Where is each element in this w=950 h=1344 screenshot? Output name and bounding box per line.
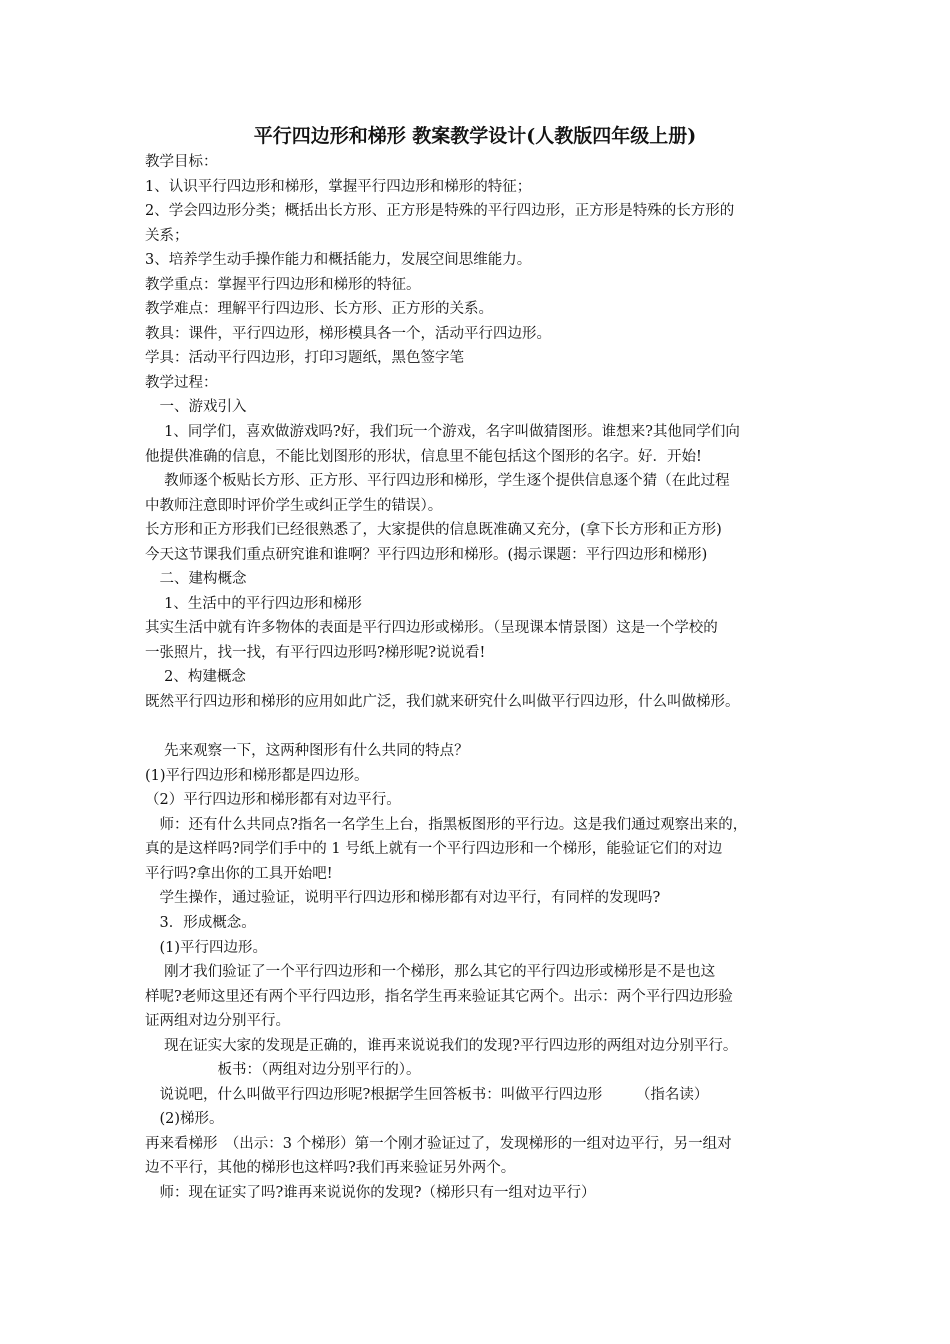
paragraph-line: 长方形和正方形我们已经很熟悉了，大家提供的信息既准确又充分，(拿下长方形和正方形) bbox=[145, 522, 722, 539]
paragraph-line: 2、学会四边形分类；概括出长方形、正方形是特殊的平行四边形，正方形是特殊的长方形的 bbox=[145, 203, 735, 220]
paragraph-line: 3．形成概念。 bbox=[145, 914, 256, 931]
paragraph-line: 中教师注意即时评价学生或纠正学生的错误）。 bbox=[145, 497, 443, 514]
paragraph-line: (2)梯形。 bbox=[145, 1111, 224, 1128]
paragraph-line: 证两组对边分别平行。 bbox=[145, 1013, 290, 1030]
paragraph-line: 2、构建概念 bbox=[145, 669, 246, 686]
paragraph-line: 1、生活中的平行四边形和梯形 bbox=[145, 595, 362, 612]
blank-line bbox=[145, 715, 825, 740]
paragraph-line: 既然平行四边形和梯形的应用如此广泛，我们就来研究什么叫做平行四边形，什么叫做梯形。 bbox=[145, 694, 740, 711]
paragraph-line: 一、游戏引入 bbox=[145, 399, 247, 416]
document-body bbox=[145, 150, 825, 1206]
paragraph-line: 学生操作，通过验证，说明平行四边形和梯形都有对边平行，有同样的发现吗? bbox=[145, 890, 661, 907]
paragraph-line: 再来看梯形 （出示：3 个梯形）第一个刚才验证过了，发现梯形的一组对边平行，另一组对 bbox=[145, 1135, 732, 1152]
paragraph-line: 一张照片，找一找，有平行四边形吗?梯形呢?说说看! bbox=[145, 644, 486, 661]
paragraph-line: 教学目标： bbox=[145, 154, 218, 170]
paragraph-line: 先来观察一下，这两种图形有什么共同的特点？ bbox=[145, 743, 469, 760]
paragraph-line: 其实生活中就有许多物体的表面是平行四边形或梯形。（呈现课本情景图）这是一个学校的 bbox=[145, 620, 718, 637]
paragraph-line: 3、培养学生动手操作能力和概括能力，发展空间思维能力。 bbox=[145, 252, 532, 269]
paragraph-line: 师：现在证实了吗?谁再来说说你的发现?（梯形只有一组对边平行） bbox=[145, 1184, 596, 1201]
paragraph-line: 真的是这样吗?同学们手中的 1 号纸上就有一个平行四边形和一个梯形，能验证它们的对边 bbox=[145, 841, 723, 858]
paragraph-line: （2）平行四边形和梯形都有对边平行。 bbox=[145, 792, 401, 809]
paragraph-line: 1、认识平行四边形和梯形，掌握平行四边形和梯形的特征； bbox=[145, 178, 532, 195]
paragraph-line: 教师逐个板贴长方形、正方形、平行四边形和梯形，学生逐个提供信息逐个猜（在此过程 bbox=[145, 473, 730, 490]
paragraph-line: 说说吧，什么叫做平行四边形呢?根据学生回答板书：叫做平行四边形 （指名读） bbox=[145, 1086, 709, 1103]
paragraph-line: 平行吗?拿出你的工具开始吧! bbox=[145, 865, 333, 882]
paragraph-line: 师：还有什么共同点?指名一名学生上台，指黑板图形的平行边。这是我们通过观察出来的， bbox=[145, 816, 748, 833]
paragraph-line: 教具：课件，平行四边形，梯形模具各一个，活动平行四边形。 bbox=[145, 325, 551, 342]
paragraph-line: 边不平行，其他的梯形也这样吗?我们再来验证另外两个。 bbox=[145, 1160, 516, 1177]
paragraph-line: (1)平行四边形。 bbox=[145, 939, 268, 956]
paragraph-line: (1)平行四边形和梯形都是四边形。 bbox=[145, 767, 369, 784]
document-title: 平行四边形和梯形 教案教学设计(人教版四年级上册) bbox=[253, 125, 697, 147]
paragraph-line: 现在证实大家的发现是正确的，谁再来说说我们的发现?平行四边形的两组对边分别平行。 bbox=[145, 1037, 738, 1054]
paragraph-line: 他提供准确的信息，不能比划图形的形状，信息里不能包括这个图形的名字。好．开始! bbox=[145, 448, 702, 465]
paragraph-line: 今天这节课我们重点研究谁和谁啊？平行四边形和梯形。(揭示课题：平行四边形和梯形) bbox=[145, 546, 708, 563]
paragraph-line: 二、建构概念 bbox=[145, 571, 247, 588]
paragraph-line: 教学难点：理解平行四边形、长方形、正方形的关系。 bbox=[145, 301, 493, 318]
paragraph-line: 教学过程： bbox=[145, 374, 218, 391]
paragraph-line: 样呢?老师这里还有两个平行四边形，指名学生再来验证其它两个。出示：两个平行四边形验 bbox=[145, 988, 733, 1005]
paragraph-line: 关系； bbox=[145, 227, 189, 244]
paragraph-line: 刚才我们验证了一个平行四边形和一个梯形，那么其它的平行四边形或梯形是不是也这 bbox=[145, 964, 716, 981]
paragraph-line: 1、同学们，喜欢做游戏吗?好，我们玩一个游戏，名字叫做猜图形。谁想来?其他同学们向 bbox=[145, 424, 740, 441]
paragraph-line: 教学重点：掌握平行四边形和梯形的特征。 bbox=[145, 276, 421, 293]
paragraph-line: 学具：活动平行四边形，打印习题纸，黑色签字笔 bbox=[145, 350, 464, 367]
paragraph-line: 板书：（两组对边分别平行的）。 bbox=[145, 1062, 421, 1079]
